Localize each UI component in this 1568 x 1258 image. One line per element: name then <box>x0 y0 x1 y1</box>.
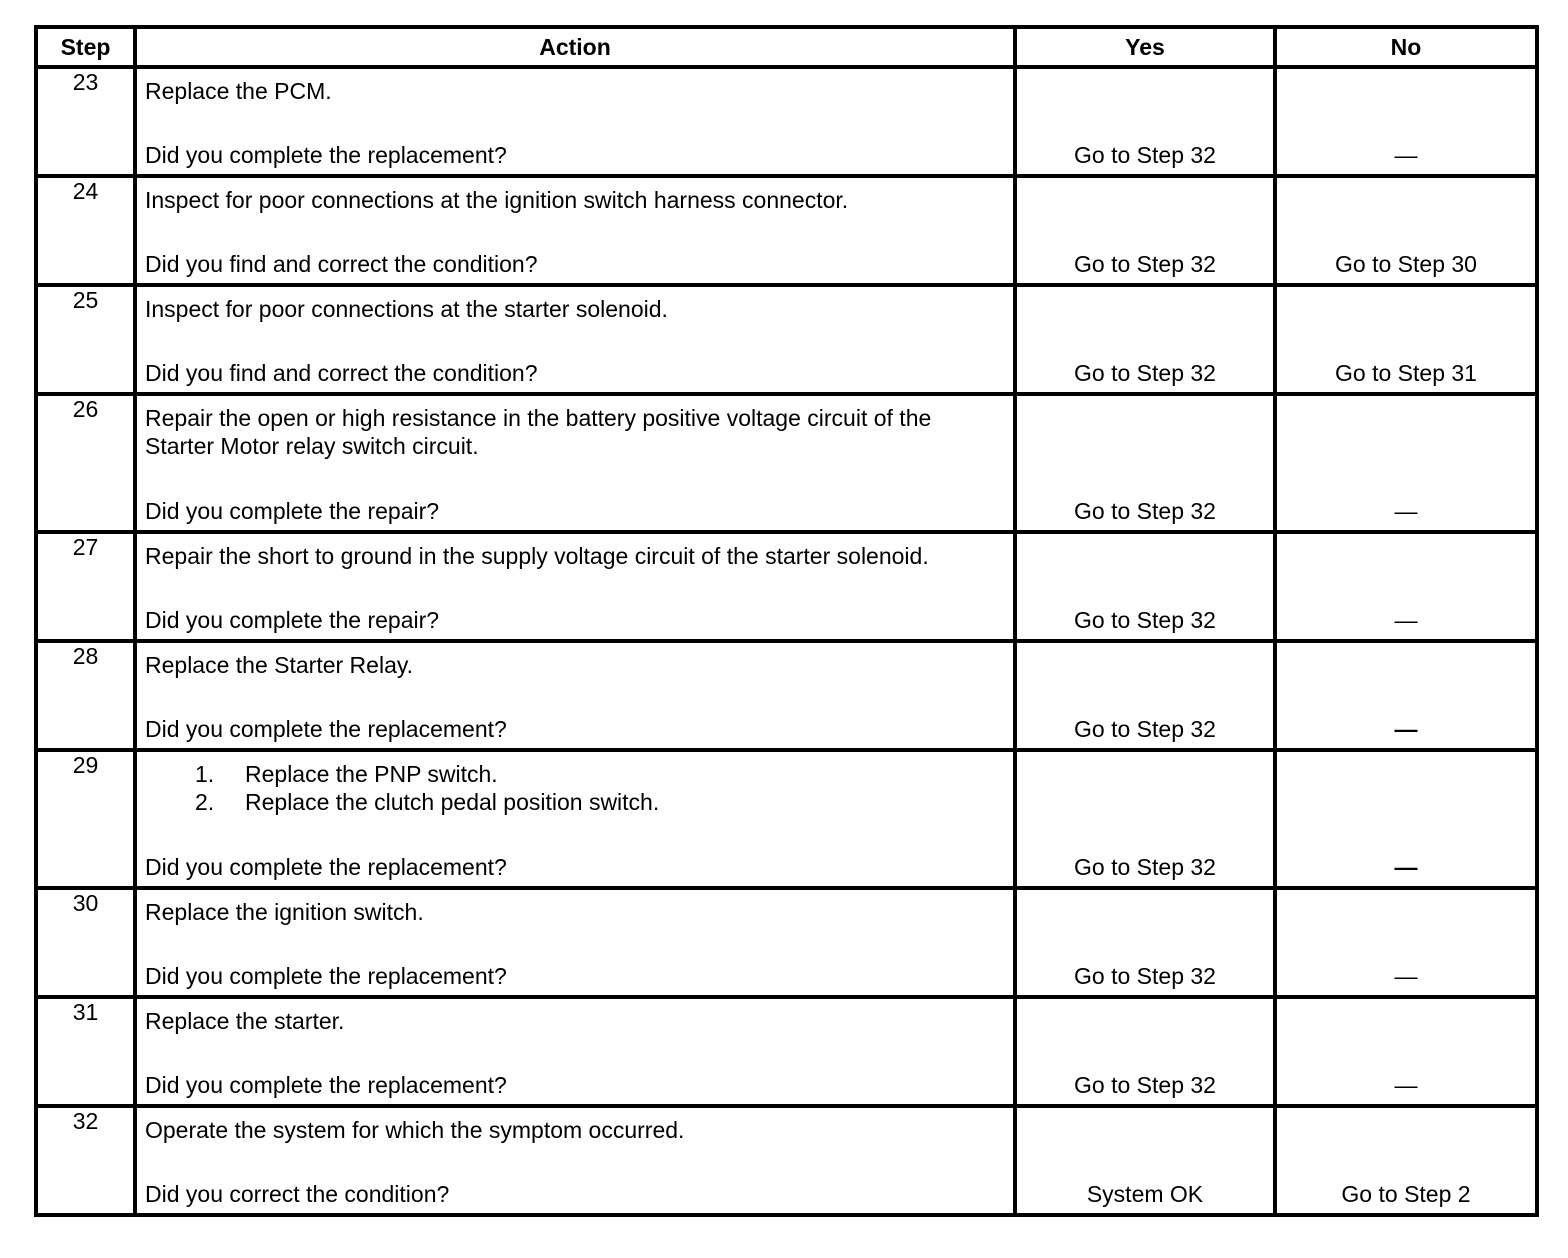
action-cell <box>135 1106 1015 1215</box>
action-text: Replace the starter. <box>145 1008 345 1034</box>
yes-cell <box>1015 67 1275 176</box>
no-cell <box>1275 750 1537 888</box>
action-question: Did you correct the condition? <box>145 1181 450 1207</box>
no-cell <box>1275 285 1537 394</box>
action-cell <box>135 888 1015 997</box>
step-number: 32 <box>36 1106 135 1215</box>
action-text: Operate the system for which the symptom occurred. <box>145 1117 685 1143</box>
action-text: Repair the short to ground in the supply voltage circuit of the starter solenoid. <box>145 543 929 569</box>
table-row <box>36 750 1537 888</box>
header-row <box>36 27 1537 67</box>
action-cell <box>135 532 1015 641</box>
no-result: — <box>1394 498 1418 524</box>
yes-result: Go to Step 32 <box>1074 498 1216 524</box>
yes-result: Go to Step 32 <box>1074 251 1216 277</box>
yes-cell <box>1015 888 1275 997</box>
no-cell <box>1275 997 1537 1106</box>
no-cell <box>1275 394 1537 532</box>
yes-result: Go to Step 32 <box>1074 854 1216 880</box>
action-list <box>145 760 1005 816</box>
action-question: Did you complete the repair? <box>145 607 440 633</box>
step-number: 27 <box>36 532 135 641</box>
step-number: 29 <box>36 750 135 888</box>
table-row <box>36 285 1537 394</box>
no-result: Go to Step 2 <box>1341 1181 1471 1207</box>
action-text: Replace the PCM. <box>145 78 332 104</box>
step-number: 23 <box>36 67 135 176</box>
yes-cell <box>1015 394 1275 532</box>
step-number: 31 <box>36 997 135 1106</box>
no-cell <box>1275 888 1537 997</box>
list-text: Replace the clutch pedal position switch. <box>245 789 660 815</box>
no-result: — <box>1394 1072 1418 1098</box>
list-number: 1. <box>195 761 215 787</box>
yes-result: Go to Step 32 <box>1074 607 1216 633</box>
no-cell <box>1275 176 1537 285</box>
yes-cell <box>1015 285 1275 394</box>
action-question: Did you complete the replacement? <box>145 716 507 742</box>
action-question: Did you find and correct the condition? <box>145 360 538 386</box>
action-text: Repair the open or high resistance in the battery positive voltage circuit of the Starter Motor relay switch circuit. <box>145 405 932 459</box>
yes-cell <box>1015 997 1275 1106</box>
action-cell <box>135 394 1015 532</box>
list-number: 2. <box>195 789 215 815</box>
action-cell <box>135 641 1015 750</box>
no-cell <box>1275 641 1537 750</box>
yes-cell <box>1015 750 1275 888</box>
header-action: Action <box>135 27 1015 67</box>
yes-cell <box>1015 176 1275 285</box>
yes-result: Go to Step 32 <box>1074 360 1216 386</box>
action-cell <box>135 750 1015 888</box>
table-row <box>36 888 1537 997</box>
table-row <box>36 1106 1537 1215</box>
step-number: 30 <box>36 888 135 997</box>
yes-result: Go to Step 32 <box>1074 142 1216 168</box>
table-row <box>36 997 1537 1106</box>
no-result: — <box>1394 142 1418 168</box>
step-number: 24 <box>36 176 135 285</box>
step-number: 28 <box>36 641 135 750</box>
action-question: Did you find and correct the condition? <box>145 251 538 277</box>
table-row <box>36 176 1537 285</box>
yes-cell <box>1015 1106 1275 1215</box>
action-cell <box>135 176 1015 285</box>
action-text: Replace the ignition switch. <box>145 899 424 925</box>
table-row <box>36 641 1537 750</box>
diagnostic-table <box>34 25 1539 1217</box>
no-result: — <box>1394 716 1418 742</box>
action-question: Did you complete the replacement? <box>145 142 507 168</box>
list-item <box>195 760 1005 788</box>
yes-result: System OK <box>1086 1181 1204 1207</box>
no-result: — <box>1394 854 1418 880</box>
header-yes: Yes <box>1015 27 1275 67</box>
action-cell <box>135 67 1015 176</box>
yes-result: Go to Step 32 <box>1074 1072 1216 1098</box>
no-result: Go to Step 31 <box>1335 360 1477 386</box>
action-text: Inspect for poor connections at the ignition switch harness connector. <box>145 187 849 213</box>
list-item <box>195 788 1005 816</box>
no-cell <box>1275 532 1537 641</box>
yes-result: Go to Step 32 <box>1074 963 1216 989</box>
action-text: Inspect for poor connections at the starter solenoid. <box>145 296 668 322</box>
action-question: Did you complete the replacement? <box>145 963 507 989</box>
action-question: Did you complete the replacement? <box>145 854 507 880</box>
action-text: Replace the Starter Relay. <box>145 652 414 678</box>
table-row <box>36 394 1537 532</box>
no-cell <box>1275 67 1537 176</box>
yes-cell <box>1015 641 1275 750</box>
list-text: Replace the PNP switch. <box>245 761 498 787</box>
step-number: 25 <box>36 285 135 394</box>
action-cell <box>135 997 1015 1106</box>
no-result: — <box>1394 607 1418 633</box>
yes-cell <box>1015 532 1275 641</box>
action-cell <box>135 285 1015 394</box>
no-result: Go to Step 30 <box>1335 251 1477 277</box>
table-row <box>36 67 1537 176</box>
header-no: No <box>1275 27 1537 67</box>
no-cell <box>1275 1106 1537 1215</box>
action-question: Did you complete the replacement? <box>145 1072 507 1098</box>
header-step: Step <box>36 27 135 67</box>
table-row <box>36 532 1537 641</box>
yes-result: Go to Step 32 <box>1074 716 1216 742</box>
step-number: 26 <box>36 394 135 532</box>
action-question: Did you complete the repair? <box>145 498 440 524</box>
no-result: — <box>1394 963 1418 989</box>
